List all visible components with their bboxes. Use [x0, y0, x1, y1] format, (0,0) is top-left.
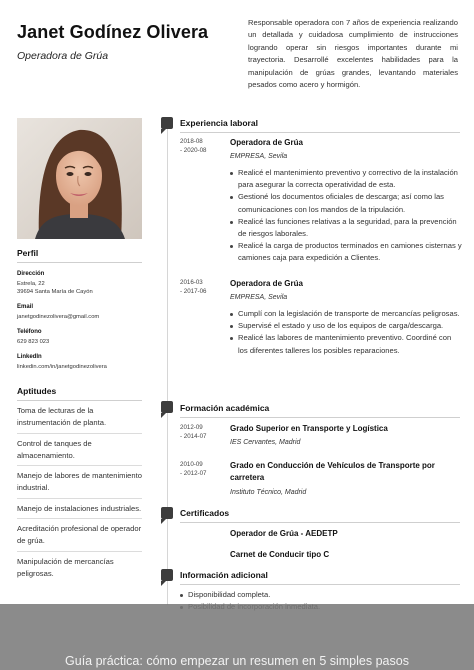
education-heading: Formación académica — [180, 403, 460, 418]
education-date — [180, 460, 228, 479]
section-marker-icon — [161, 401, 173, 413]
list-item: Realicé las labores de mantenimiento preventivo. Coordiné con los diferentes talleres los posibles reparaciones. — [230, 332, 462, 356]
education-school: IES Cervantes, Madrid — [230, 439, 301, 446]
experience-date — [180, 137, 228, 156]
phone-value: 629 823 023 — [17, 339, 50, 345]
skill-item: Manejo de instalaciones industriales. — [17, 499, 142, 519]
date-end: - 2014-07 — [180, 433, 207, 441]
profile-summary: Responsable operadora con 7 años de experiencia realizando un detallada y cuidadosa cumplimiento de instrucciones logrando operar sin riesgos importantes durante mi trayectoria. Desarrollé excelentes habilidades para la manipulación de grúas grandes, levantando materiales pesados como acero y hormigón. — [248, 18, 458, 90]
education-title: Grado Superior en Transporte y Logística — [230, 424, 388, 433]
list-item: Supervisé el estado y uso de los equipos de carga/descarga. — [230, 320, 462, 332]
certificate-item: Operador de Grúa - AEDETP — [230, 529, 338, 538]
experience-company: EMPRESA, Sevila — [230, 294, 288, 301]
skills-heading: Aptitudes — [17, 386, 142, 401]
caption-text: Guía práctica: cómo empezar un resumen en 5 simples pasos — [65, 654, 409, 668]
experience-bullets — [230, 308, 462, 357]
list-item: Realicé las funciones relativas a la seguridad, para la prevención de riesgos laborales. — [230, 216, 462, 240]
list-item: Disponibilidad completa. — [180, 589, 462, 601]
education-date — [180, 423, 228, 442]
date-start: 2012-09 — [180, 424, 203, 431]
section-marker-icon — [161, 507, 173, 519]
address-line-2: 39694 Santa María de Cayón — [17, 289, 93, 295]
phone-label: Teléfono — [17, 329, 42, 335]
date-end: - 2020-08 — [180, 147, 207, 155]
experience-date — [180, 278, 228, 297]
certificate-item: Carnet de Conducir tipo C — [230, 550, 330, 559]
section-marker-icon — [161, 117, 173, 129]
portrait-illustration — [17, 118, 142, 239]
list-item: Cumplí con la legislación de transporte de mercancías peligrosas. — [230, 308, 462, 320]
date-start: 2016-03 — [180, 279, 203, 286]
linkedin-value: linkedin.com/in/janetgodinezolivera — [17, 364, 107, 370]
skill-item: Toma de lecturas de la instrumentación de planta. — [17, 401, 142, 434]
list-item: Gestioné los documentos oficiales de descarga; así como las comunicaciones con los mandos de la tripulación. — [230, 191, 462, 215]
experience-bullets — [230, 167, 462, 265]
address-line-1: Estrela, 22 — [17, 281, 45, 287]
profile-section — [17, 248, 142, 371]
experience-company: EMPRESA, Sevila — [230, 153, 288, 160]
education-title: Grado en Conducción de Vehículos de Transporte por carretera — [230, 461, 435, 482]
additional-heading: Información adicional — [180, 570, 460, 585]
experience-title: Operadora de Grúa — [230, 138, 303, 147]
date-end: - 2012-07 — [180, 470, 207, 478]
skill-item: Acreditación profesional de operador de grúa. — [17, 519, 142, 552]
email-value: janetgodinezolivera@gmail.com — [17, 314, 100, 320]
date-start: 2010-09 — [180, 461, 203, 468]
profile-heading: Perfil — [17, 248, 142, 263]
candidate-name: Janet Godínez Olivera — [17, 22, 209, 42]
education-school: Instituto Técnico, Madrid — [230, 489, 307, 496]
date-start: 2018-08 — [180, 138, 203, 145]
list-item: Realicé la carga de productos terminados en camiones cisternas y camiones caja para expedición a Clientes. — [230, 240, 462, 264]
linkedin-label: LinkedIn — [17, 354, 42, 360]
skill-item: Control de tanques de almacenamiento. — [17, 434, 142, 467]
certificates-heading: Certificados — [180, 508, 460, 523]
candidate-job-title: Operadora de Grúa — [17, 50, 109, 62]
skills-section — [17, 386, 142, 583]
list-item: Realicé el mantenimiento preventivo y correctivo de la instalación para asegurar la correcta operatividad de esta. — [230, 167, 462, 191]
skill-item: Manipulación de mercancías peligrosas. — [17, 556, 114, 578]
section-marker-icon — [161, 569, 173, 581]
skill-item: Manejo de labores de mantenimiento industrial. — [17, 466, 142, 499]
address-value — [17, 280, 142, 296]
experience-heading: Experiencia laboral — [180, 118, 460, 133]
date-end: - 2017-06 — [180, 288, 207, 296]
experience-title: Operadora de Grúa — [230, 279, 303, 288]
address-label: Dirección — [17, 271, 45, 277]
profile-photo — [17, 118, 142, 239]
timeline-line — [167, 127, 168, 605]
email-label: Email — [17, 304, 34, 310]
